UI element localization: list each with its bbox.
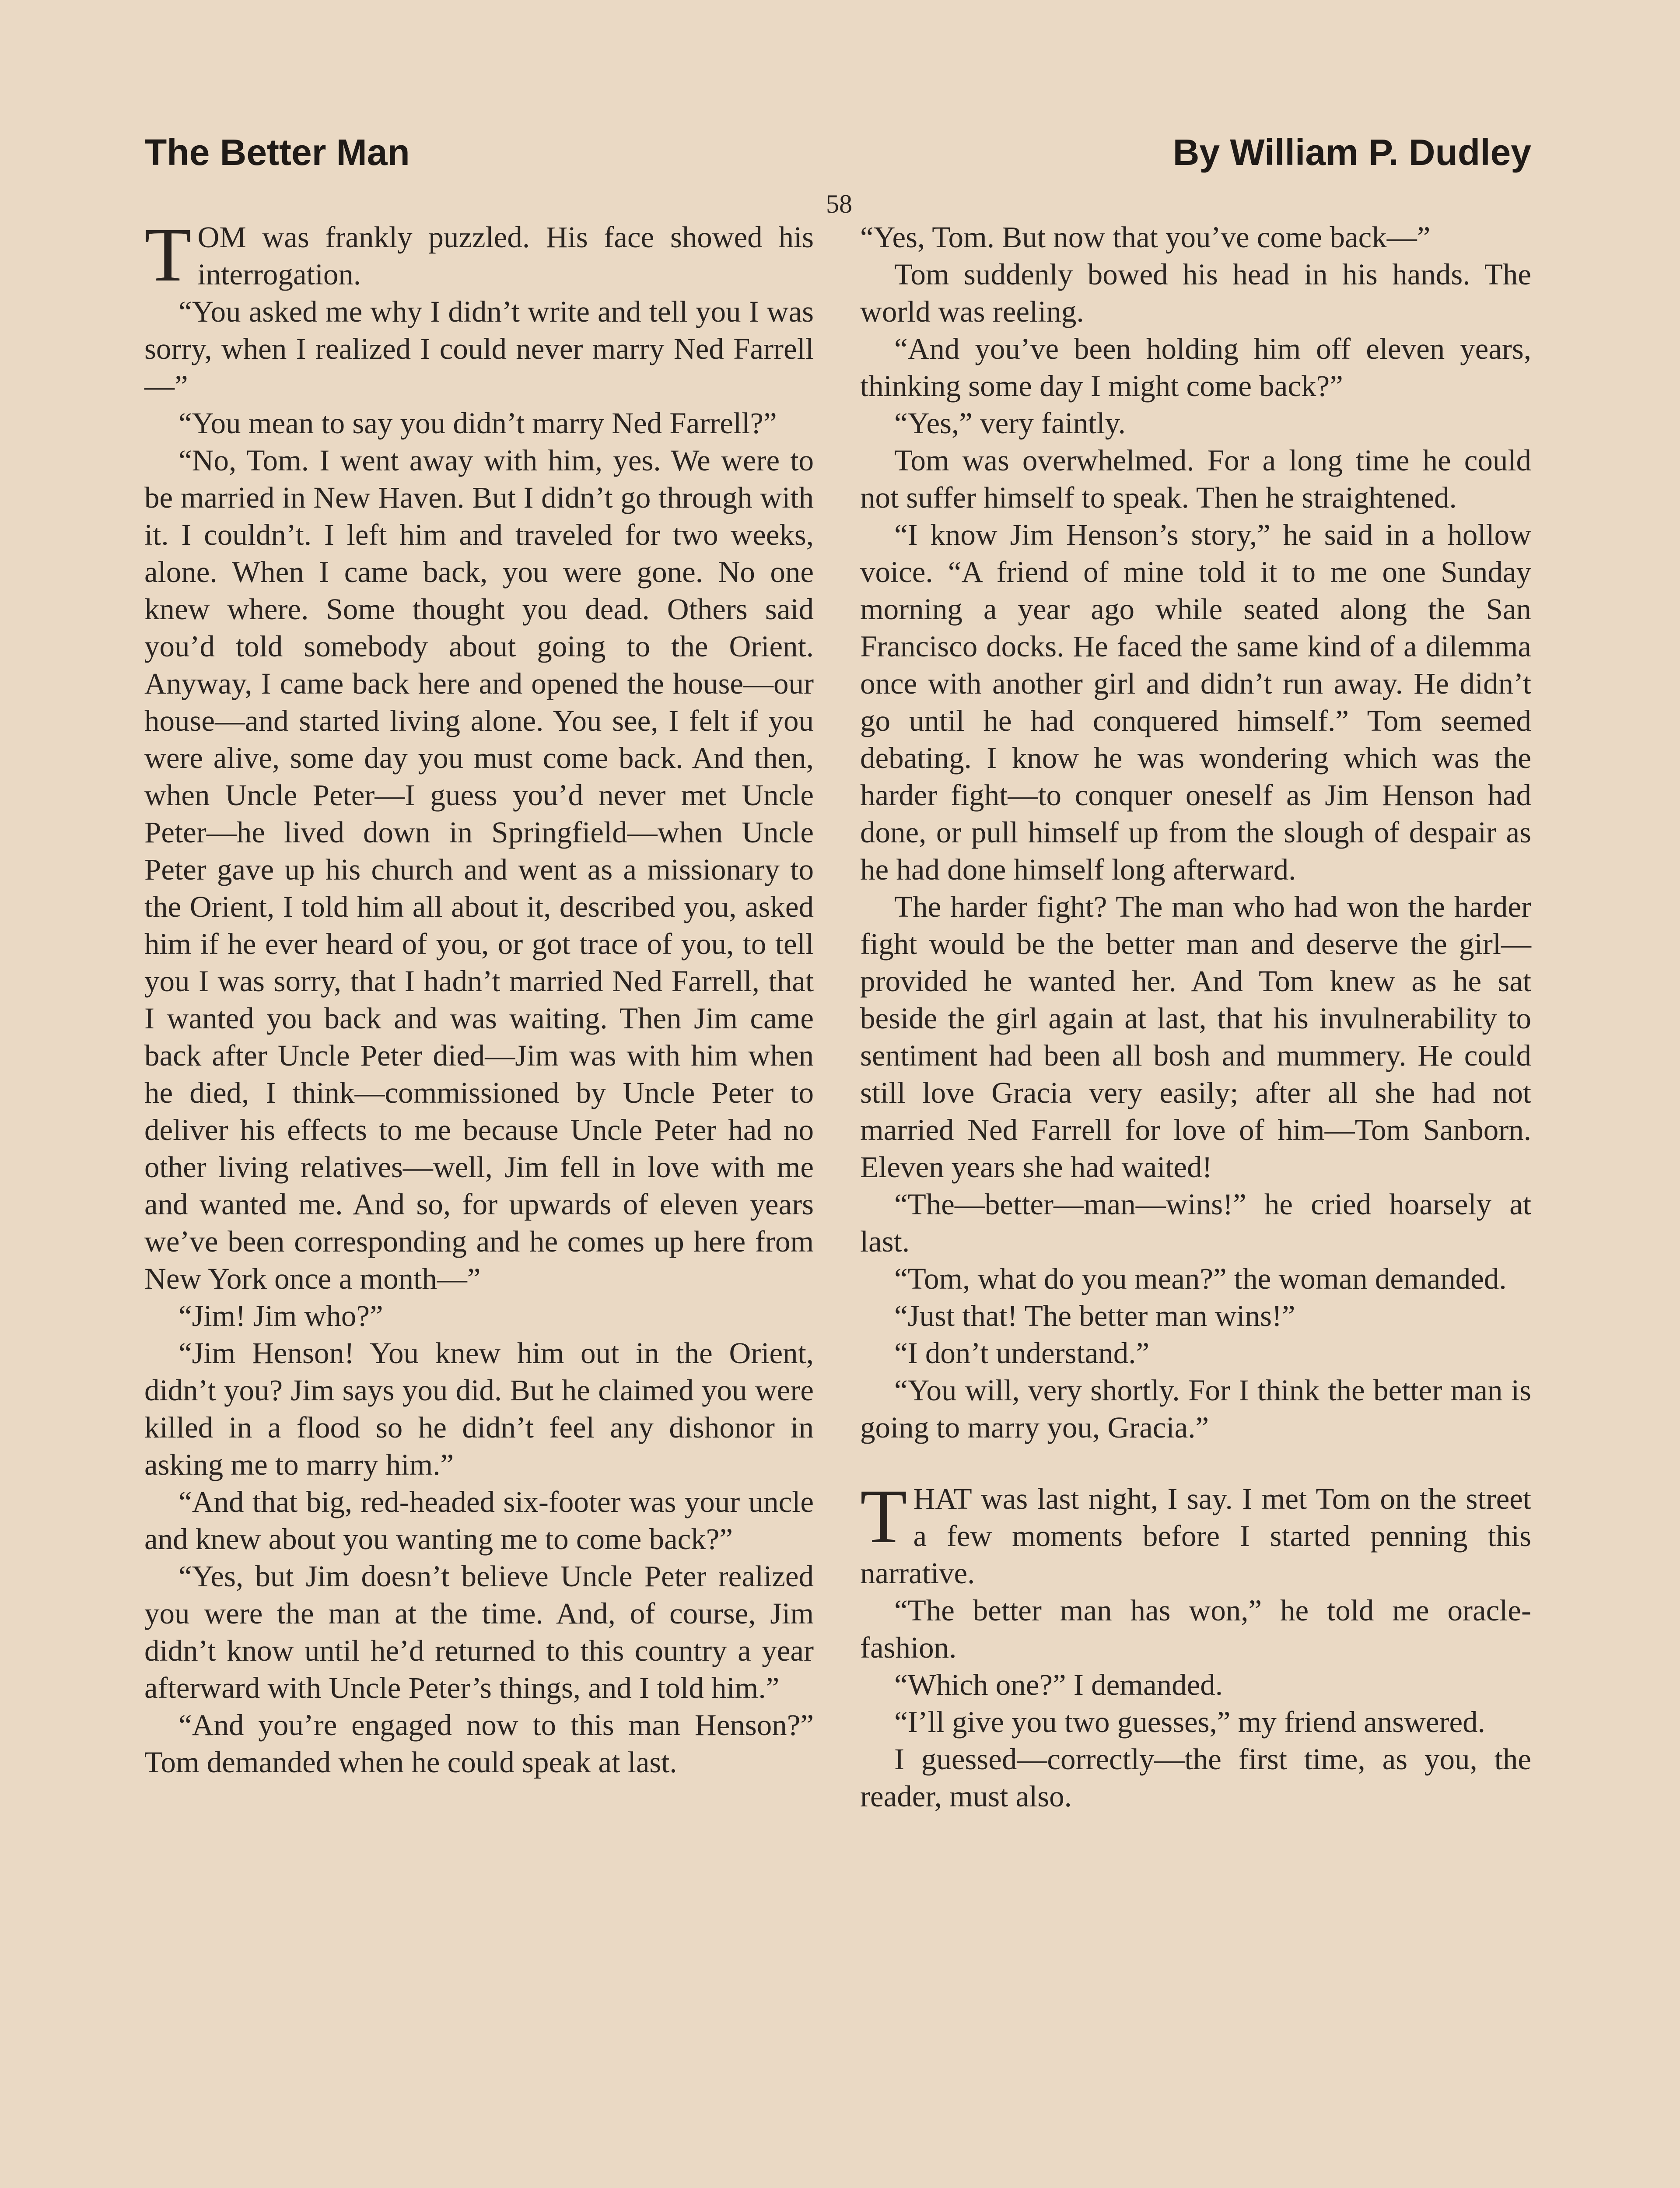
paragraph	[144, 442, 814, 1297]
paragraph	[144, 1297, 814, 1335]
paragraph-text: The harder fight? The man who had won the harder fight would be the better man and deserve the girl—provided he wanted her. And Tom knew as he sat beside the girl again at last, that his invulnerability to sentiment had been all bosh and mummery. He could still love Gracia very easily; after all she had not married Ned Farrell for love of him—Tom Sanborn. Eleven years she had waited!	[860, 890, 1531, 1184]
paragraph-text: “The—better—man—wins!” he cried hoarsely at last.	[860, 1188, 1531, 1258]
paragraph	[144, 293, 814, 405]
story-author: By William P. Dudley	[1172, 132, 1531, 173]
paragraph-text: “I don’t understand.”	[894, 1336, 1150, 1370]
paragraph-text: “I know Jim Henson’s story,” he said in a hollow voice. “A friend of mine told it to me one Sunday morning a year ago while seated along the San Francisco docks. He faced the same kind of a dilemma once with another girl and didn’t run away. He didn’t go until he had conquered himself.” Tom seemed debating. I know he was wondering which was the harder fight—to conquer oneself as Jim Henson had done, or pull himself up from the slough of despair as he had done himself long afterward.	[860, 518, 1531, 886]
paragraph	[860, 256, 1531, 330]
paragraph-text: “Which one?” I demanded.	[894, 1668, 1223, 1701]
paragraph	[860, 1372, 1531, 1446]
paragraph-text: Tom suddenly bowed his head in his hands. The world was reeling.	[860, 258, 1531, 328]
paragraph	[860, 1186, 1531, 1260]
text-column-right	[860, 219, 1531, 1815]
paragraph	[860, 442, 1531, 516]
paragraph	[144, 1483, 814, 1558]
paragraph	[144, 212, 814, 298]
paragraph-text: “And you’ve been holding him off eleven years, thinking some day I might come back?”	[860, 332, 1531, 403]
paragraph	[860, 219, 1531, 256]
drop-cap: T	[144, 212, 192, 298]
paragraph	[860, 1666, 1531, 1704]
paragraph	[144, 1707, 814, 1781]
paragraph	[144, 1558, 814, 1707]
paragraph	[860, 330, 1531, 405]
paragraph-text: “Tom, what do you mean?” the woman demanded.	[894, 1262, 1507, 1295]
paragraph-text: “Jim Henson! You knew him out in the Orient, didn’t you? Jim says you did. But he claimed you were killed in a flood so he didn’t feel any dishonor in asking me to marry him.”	[144, 1336, 814, 1481]
paragraph	[860, 405, 1531, 442]
paragraph-text: “Jim! Jim who?”	[178, 1299, 383, 1332]
paragraph-text: “You will, very shortly. For I think the better man is going to marry you, Gracia.”	[860, 1374, 1531, 1444]
page-number: 58	[826, 189, 852, 218]
paragraph-text: “Yes, Tom. But now that you’ve come back—”	[860, 221, 1431, 254]
paragraph-text: “You asked me why I didn’t write and tell you I was sorry, when I realized I could never marry Ned Farrell—”	[144, 295, 814, 403]
story-title: The Better Man	[144, 132, 410, 173]
drop-cap: T	[860, 1474, 907, 1559]
paragraph-text: I guessed—correctly—the first time, as you, the reader, must also.	[860, 1743, 1531, 1813]
paragraph-text: “The better man has won,” he told me oracle-fashion.	[860, 1594, 1531, 1664]
paragraph-text: “And you’re engaged now to this man Henson?” Tom demanded when he could speak at last.	[144, 1708, 814, 1779]
paragraph-text: HAT was last night, I say. I met Tom on the street a few moments before I started penning this narrative.	[860, 1482, 1531, 1590]
paragraph-text: “Yes,” very faintly.	[894, 407, 1126, 440]
paragraph	[860, 1260, 1531, 1297]
paragraph	[860, 1741, 1531, 1815]
paragraph	[860, 1592, 1531, 1666]
paragraph	[860, 1474, 1531, 1592]
paragraph-text: “Just that! The better man wins!”	[894, 1299, 1295, 1332]
paragraph	[860, 888, 1531, 1186]
paragraph	[860, 1335, 1531, 1372]
paragraph	[144, 1335, 814, 1483]
paragraph	[860, 1297, 1531, 1335]
text-column-left	[144, 212, 814, 1781]
paragraph-text: Tom was overwhelmed. For a long time he could not suffer himself to speak. Then he straightened.	[860, 444, 1531, 514]
paragraph-text: “I’ll give you two guesses,” my friend answered.	[894, 1705, 1485, 1739]
paragraph	[860, 1704, 1531, 1741]
paragraph-text: “And that big, red-headed six-footer was your uncle and knew about you wanting me to come back?”	[144, 1485, 814, 1556]
paragraph-text: OM was frankly puzzled. His face showed his interrogation.	[197, 221, 814, 291]
paragraph-text: “No, Tom. I went away with him, yes. We were to be married in New Haven. But I didn’t go through with it. I couldn’t. I left him and traveled for two weeks, alone. When I came back, you were gone. No one knew where. Some thought you dead. Others said you’d told somebody about going to the Orient. Anyway, I came back here and opened the house—our house—and started living alone. You see, I felt if you were alive, some day you must come back. And then, when Uncle Peter—I guess you’d never met Uncle Peter—he lived down in Springfield—when Uncle Peter gave up his church and went as a missionary to the Orient, I told him all about it, described you, asked him if he ever heard of you, or got trace of you, to tell you I was sorry, that I hadn’t married Ned Farrell, that I wanted you back and was waiting. Then Jim came back after Uncle Peter died—Jim was with him when he died, I think—commissioned by Uncle Peter to deliver his effects to me because Uncle Peter had no other living relatives—well, Jim fell in love with me and wanted me. And so, for upwards of eleven years we’ve been corresponding and he comes up here from New York once a month—”	[144, 444, 814, 1295]
paragraph-text: “You mean to say you didn’t marry Ned Farrell?”	[178, 407, 777, 440]
section-break	[860, 1446, 1531, 1480]
paragraph	[144, 405, 814, 442]
paragraph-text: “Yes, but Jim doesn’t believe Uncle Peter realized you were the man at the time. And, of course, Jim didn’t know until he’d returned to this country a year afterward with Uncle Peter’s things, and I told him.”	[144, 1560, 814, 1704]
paragraph	[860, 516, 1531, 888]
